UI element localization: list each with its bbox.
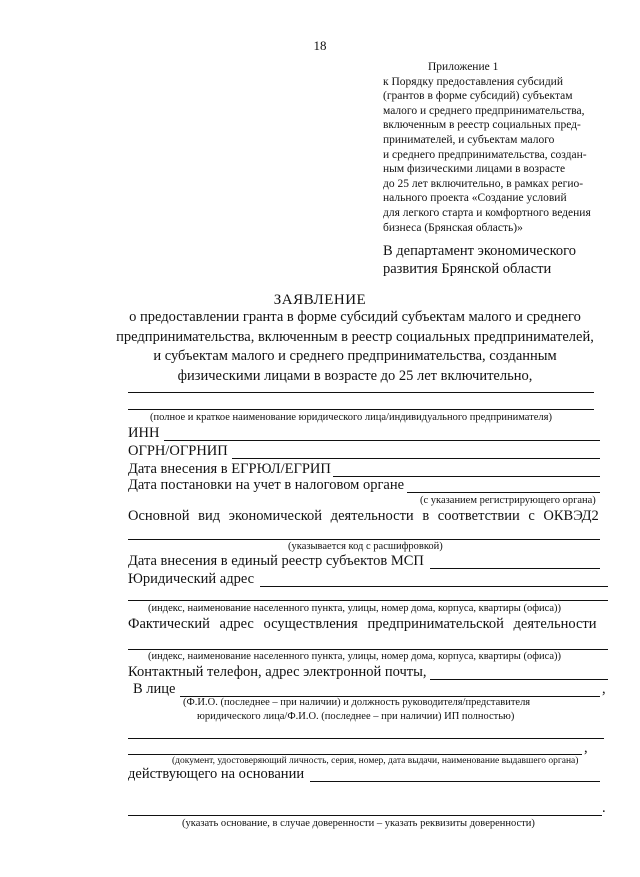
appendix-line: принимателей, и субъектам малого bbox=[383, 133, 555, 146]
subtitle-line: и субъектам малого и среднего предпринимательства, созданным bbox=[153, 348, 557, 364]
basis-label: действующего на основании bbox=[128, 766, 305, 782]
subtitle-line: о предоставлении гранта в форме субсидий субъектам малого и среднего bbox=[129, 309, 581, 325]
appendix-block bbox=[383, 60, 633, 235]
inn-label: ИНН bbox=[128, 425, 160, 441]
egrul-date-label: Дата внесения в ЕГРЮЛ/ЕГРИП bbox=[128, 461, 331, 477]
appendix-line: нального проекта «Создание условий bbox=[383, 192, 567, 205]
org-name-line-2[interactable] bbox=[128, 409, 594, 410]
appendix-line: ным физическими лицами в возрасте bbox=[383, 163, 566, 176]
appendix-line: бизнеса (Брянская область)» bbox=[383, 221, 523, 234]
appendix-line: малого и среднего предпринимательства, bbox=[383, 104, 585, 117]
actual-address-field[interactable] bbox=[128, 649, 608, 650]
document-field-1[interactable] bbox=[128, 738, 604, 739]
addressee-line: развития Брянской области bbox=[383, 261, 552, 277]
org-name-line-1[interactable] bbox=[128, 392, 594, 393]
okved-hint: (указывается код с расшифровкой) bbox=[288, 541, 443, 552]
in-person-comma: , bbox=[602, 681, 606, 697]
msp-date-label: Дата внесения в единый реестр субъектов МСП bbox=[128, 553, 424, 569]
actual-address-hint: (индекс, наименование населенного пункта, улицы, номер дома, корпуса, квартиры (офиса)) bbox=[148, 651, 562, 662]
appendix-line: до 25 лет включительно, в рамках регио- bbox=[383, 177, 584, 190]
in-person-label: В лице bbox=[133, 681, 176, 697]
document-hint: (документ, удостоверяющий личность, серия, номер, дата выдачи, наименование выдавшего органа) bbox=[172, 756, 579, 766]
addressee-line: В департамент экономического bbox=[383, 243, 577, 259]
basis-field-1[interactable] bbox=[310, 781, 600, 782]
addressee-block bbox=[383, 242, 623, 278]
ogrn-field[interactable] bbox=[232, 458, 600, 459]
appendix-line: к Порядку предоставления субсидий bbox=[383, 75, 563, 88]
legal-address-field-1[interactable] bbox=[260, 586, 608, 587]
basis-hint: (указать основание, в случае доверенности – указать реквизиты доверенности) bbox=[182, 818, 535, 829]
legal-address-hint: (индекс, наименование населенного пункта, улицы, номер дома, корпуса, квартиры (офиса)) bbox=[148, 603, 562, 614]
ogrn-label: ОГРН/ОГРНИП bbox=[128, 443, 228, 459]
tax-date-hint: (с указанием регистрирующего органа) bbox=[420, 495, 596, 506]
contact-label: Контактный телефон, адрес электронной почты, bbox=[128, 664, 427, 680]
tax-date-field[interactable] bbox=[407, 492, 600, 493]
document-field-2[interactable] bbox=[128, 754, 582, 755]
subtitle-line: физическими лицами в возрасте до 25 лет включительно, bbox=[177, 367, 533, 384]
document-title: ЗАЯВЛЕНИЕ bbox=[273, 292, 367, 308]
basis-period: . bbox=[602, 800, 606, 816]
document-subtitle bbox=[110, 308, 600, 386]
actual-address-label: Фактический адрес осуществления предпринимательской деятельности bbox=[128, 616, 597, 632]
legal-address-field-2[interactable] bbox=[128, 600, 608, 601]
in-person-hint-2: юридического лица/Ф.И.О. (последнее – при наличии) ИП полностью) bbox=[197, 711, 515, 722]
appendix-line: (грантов в форме субсидий) субъектам bbox=[383, 90, 573, 103]
contact-field[interactable] bbox=[430, 679, 608, 680]
appendix-line: и среднего предпринимательства, создан- bbox=[383, 148, 587, 161]
legal-address-label: Юридический адрес bbox=[128, 571, 255, 587]
page-number: 18 bbox=[313, 38, 327, 53]
in-person-hint-1: (Ф.И.О. (последнее – при наличии) и должность руководителя/представителя bbox=[183, 697, 531, 708]
appendix-line: включенным в реестр социальных пред- bbox=[383, 119, 581, 132]
subtitle-line: предпринимательства, включенным в реестр социальных предпринимателей, bbox=[116, 328, 594, 345]
msp-date-field[interactable] bbox=[430, 568, 600, 569]
okved-label: Основной вид экономической деятельности в соответствии с ОКВЭД2 bbox=[128, 508, 599, 524]
org-name-hint: (полное и краткое наименование юридического лица/индивидуального предпринимателя) bbox=[150, 412, 552, 423]
appendix-heading: Приложение 1 bbox=[428, 61, 499, 73]
okved-field[interactable] bbox=[128, 539, 600, 540]
appendix-line: для легкого старта и комфортного ведения bbox=[383, 206, 591, 219]
document-comma: , bbox=[584, 740, 588, 756]
tax-date-label: Дата постановки на учет в налоговом органе bbox=[128, 477, 405, 493]
basis-field-2[interactable] bbox=[128, 815, 602, 816]
inn-field[interactable] bbox=[164, 440, 600, 441]
